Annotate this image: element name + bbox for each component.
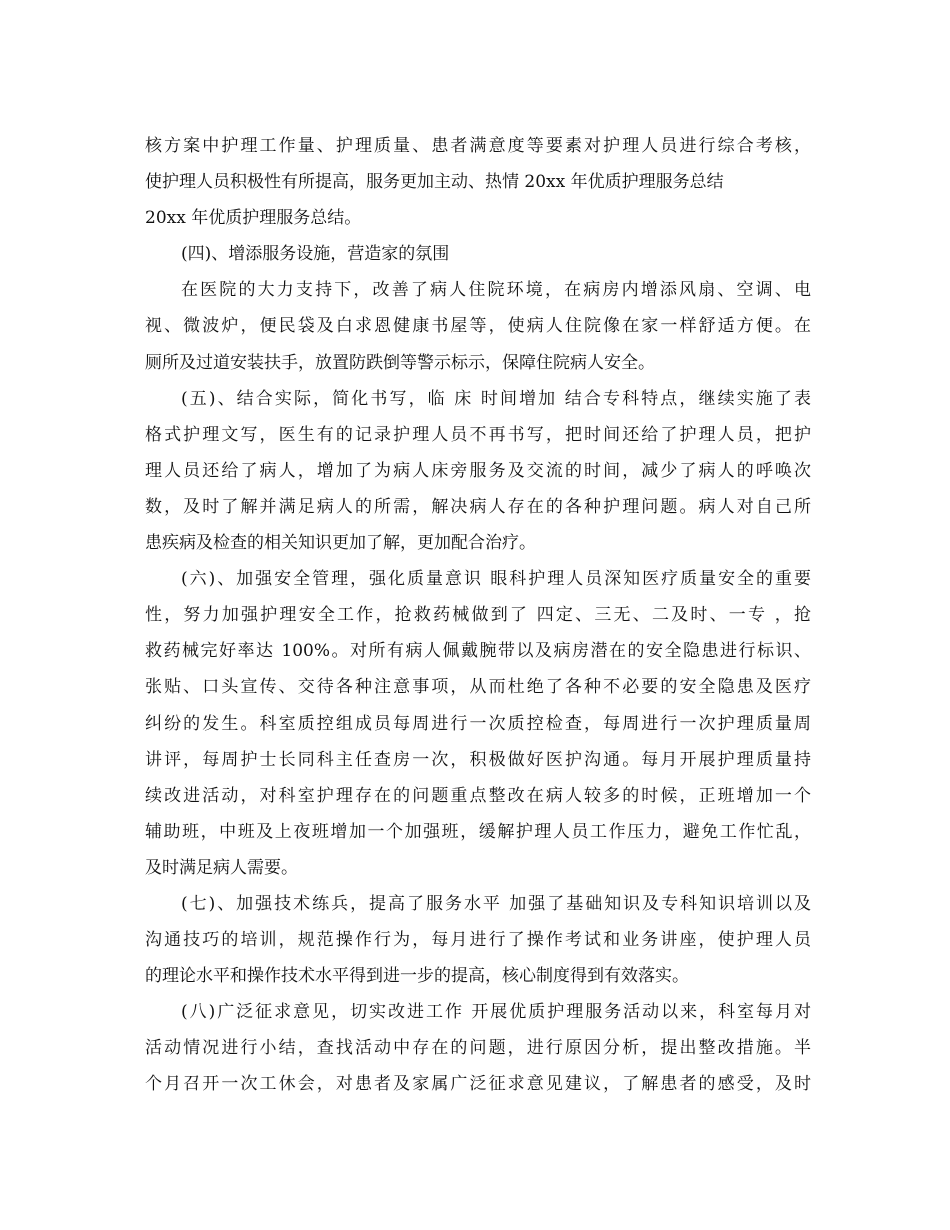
text-line: 厕所及过道安装扶手，放置防跌倒等警示标示，保障住院病人安全。: [145, 352, 655, 373]
text-line: 理人员还给了病人，增加了为病人床旁服务及交流的时间，减少了病人的呼唤次: [145, 460, 811, 481]
section-heading: (八)广泛征求意见，切实改进工作 开展优质护理服务活动以来，科室每月对: [181, 1002, 811, 1023]
text-line: 使护理人员积极性有所提高，服务更加主动、热情 20xx 年优质护理服务总结: [145, 172, 724, 193]
text-line: 的理论水平和操作技术水平得到进一步的提高，核心制度得到有效落实。: [145, 966, 689, 987]
text-line: 张贴、口头宣传、交待各种注意事项，从而杜绝了各种不必要的安全隐患及医疗: [145, 677, 811, 698]
section-heading: (五)、结合实际，简化书写，临 床 时间增加 结合专科特点，继续实施了表: [181, 388, 811, 409]
text-line: 视、微波炉，便民袋及白求恩健康书屋等，使病人住院像在家一样舒适方便。在: [145, 316, 811, 337]
document-body: [145, 128, 811, 1103]
text-line: 及时满足病人需要。: [145, 857, 298, 878]
text-line: 性，努力加强护理安全工作，抢救药械做到了 四定、三无、二及时、一专 ，抢: [145, 605, 811, 626]
text-line: 讲评，每周护士长同科主任查房一次，积极做好医护沟通。每月开展护理质量持: [145, 749, 811, 770]
text-line: 格式护理文写，医生有的记录护理人员不再书写，把时间还给了护理人员，把护: [145, 424, 811, 445]
text-line: 纠纷的发生。科室质控组成员每周进行一次质控检查，每周进行一次护理质量周: [145, 713, 811, 734]
section-heading: (四)、增添服务设施，营造家的氛围: [181, 244, 450, 265]
section-heading: (七)、加强技术练兵，提高了服务水平 加强了基础知识及专科知识培训以及: [181, 893, 811, 914]
text-line: 活动情况进行小结，查找活动中存在的问题，进行原因分析，提出整改措施。半: [145, 1038, 811, 1059]
text-line: 在医院的大力支持下，改善了病人住院环境，在病房内增添风扇、空调、电: [181, 280, 811, 301]
text-line: 辅助班，中班及上夜班增加一个加强班，缓解护理人员工作压力，避免工作忙乱，: [145, 821, 811, 842]
text-line: 数，及时了解并满足病人的所需，解决病人存在的各种护理问题。病人对自己所: [145, 496, 811, 517]
text-line: 个月召开一次工休会，对患者及家属广泛征求意见建议，了解患者的感受，及时: [145, 1074, 811, 1095]
text-line: 核方案中护理工作量、护理质量、患者满意度等要素对护理人员进行综合考核，: [145, 136, 811, 156]
text-line: 患疾病及检查的相关知识更加了解，更加配合治疗。: [145, 533, 536, 554]
text-line: 续改进活动，对科室护理存在的问题重点整改在病人较多的时候，正班增加一个: [145, 785, 811, 806]
text-line: 沟通技巧的培训，规范操作行为，每月进行了操作考试和业务讲座，使护理人员: [145, 930, 811, 951]
text-line: 救药械完好率达 100%。对所有病人佩戴腕带以及病房潜在的安全隐患进行标识、: [145, 641, 811, 662]
section-heading: (六)、加强安全管理，强化质量意识 眼科护理人员深知医疗质量安全的重要: [181, 569, 811, 590]
text-line: 20xx 年优质护理服务总结。: [145, 208, 362, 229]
